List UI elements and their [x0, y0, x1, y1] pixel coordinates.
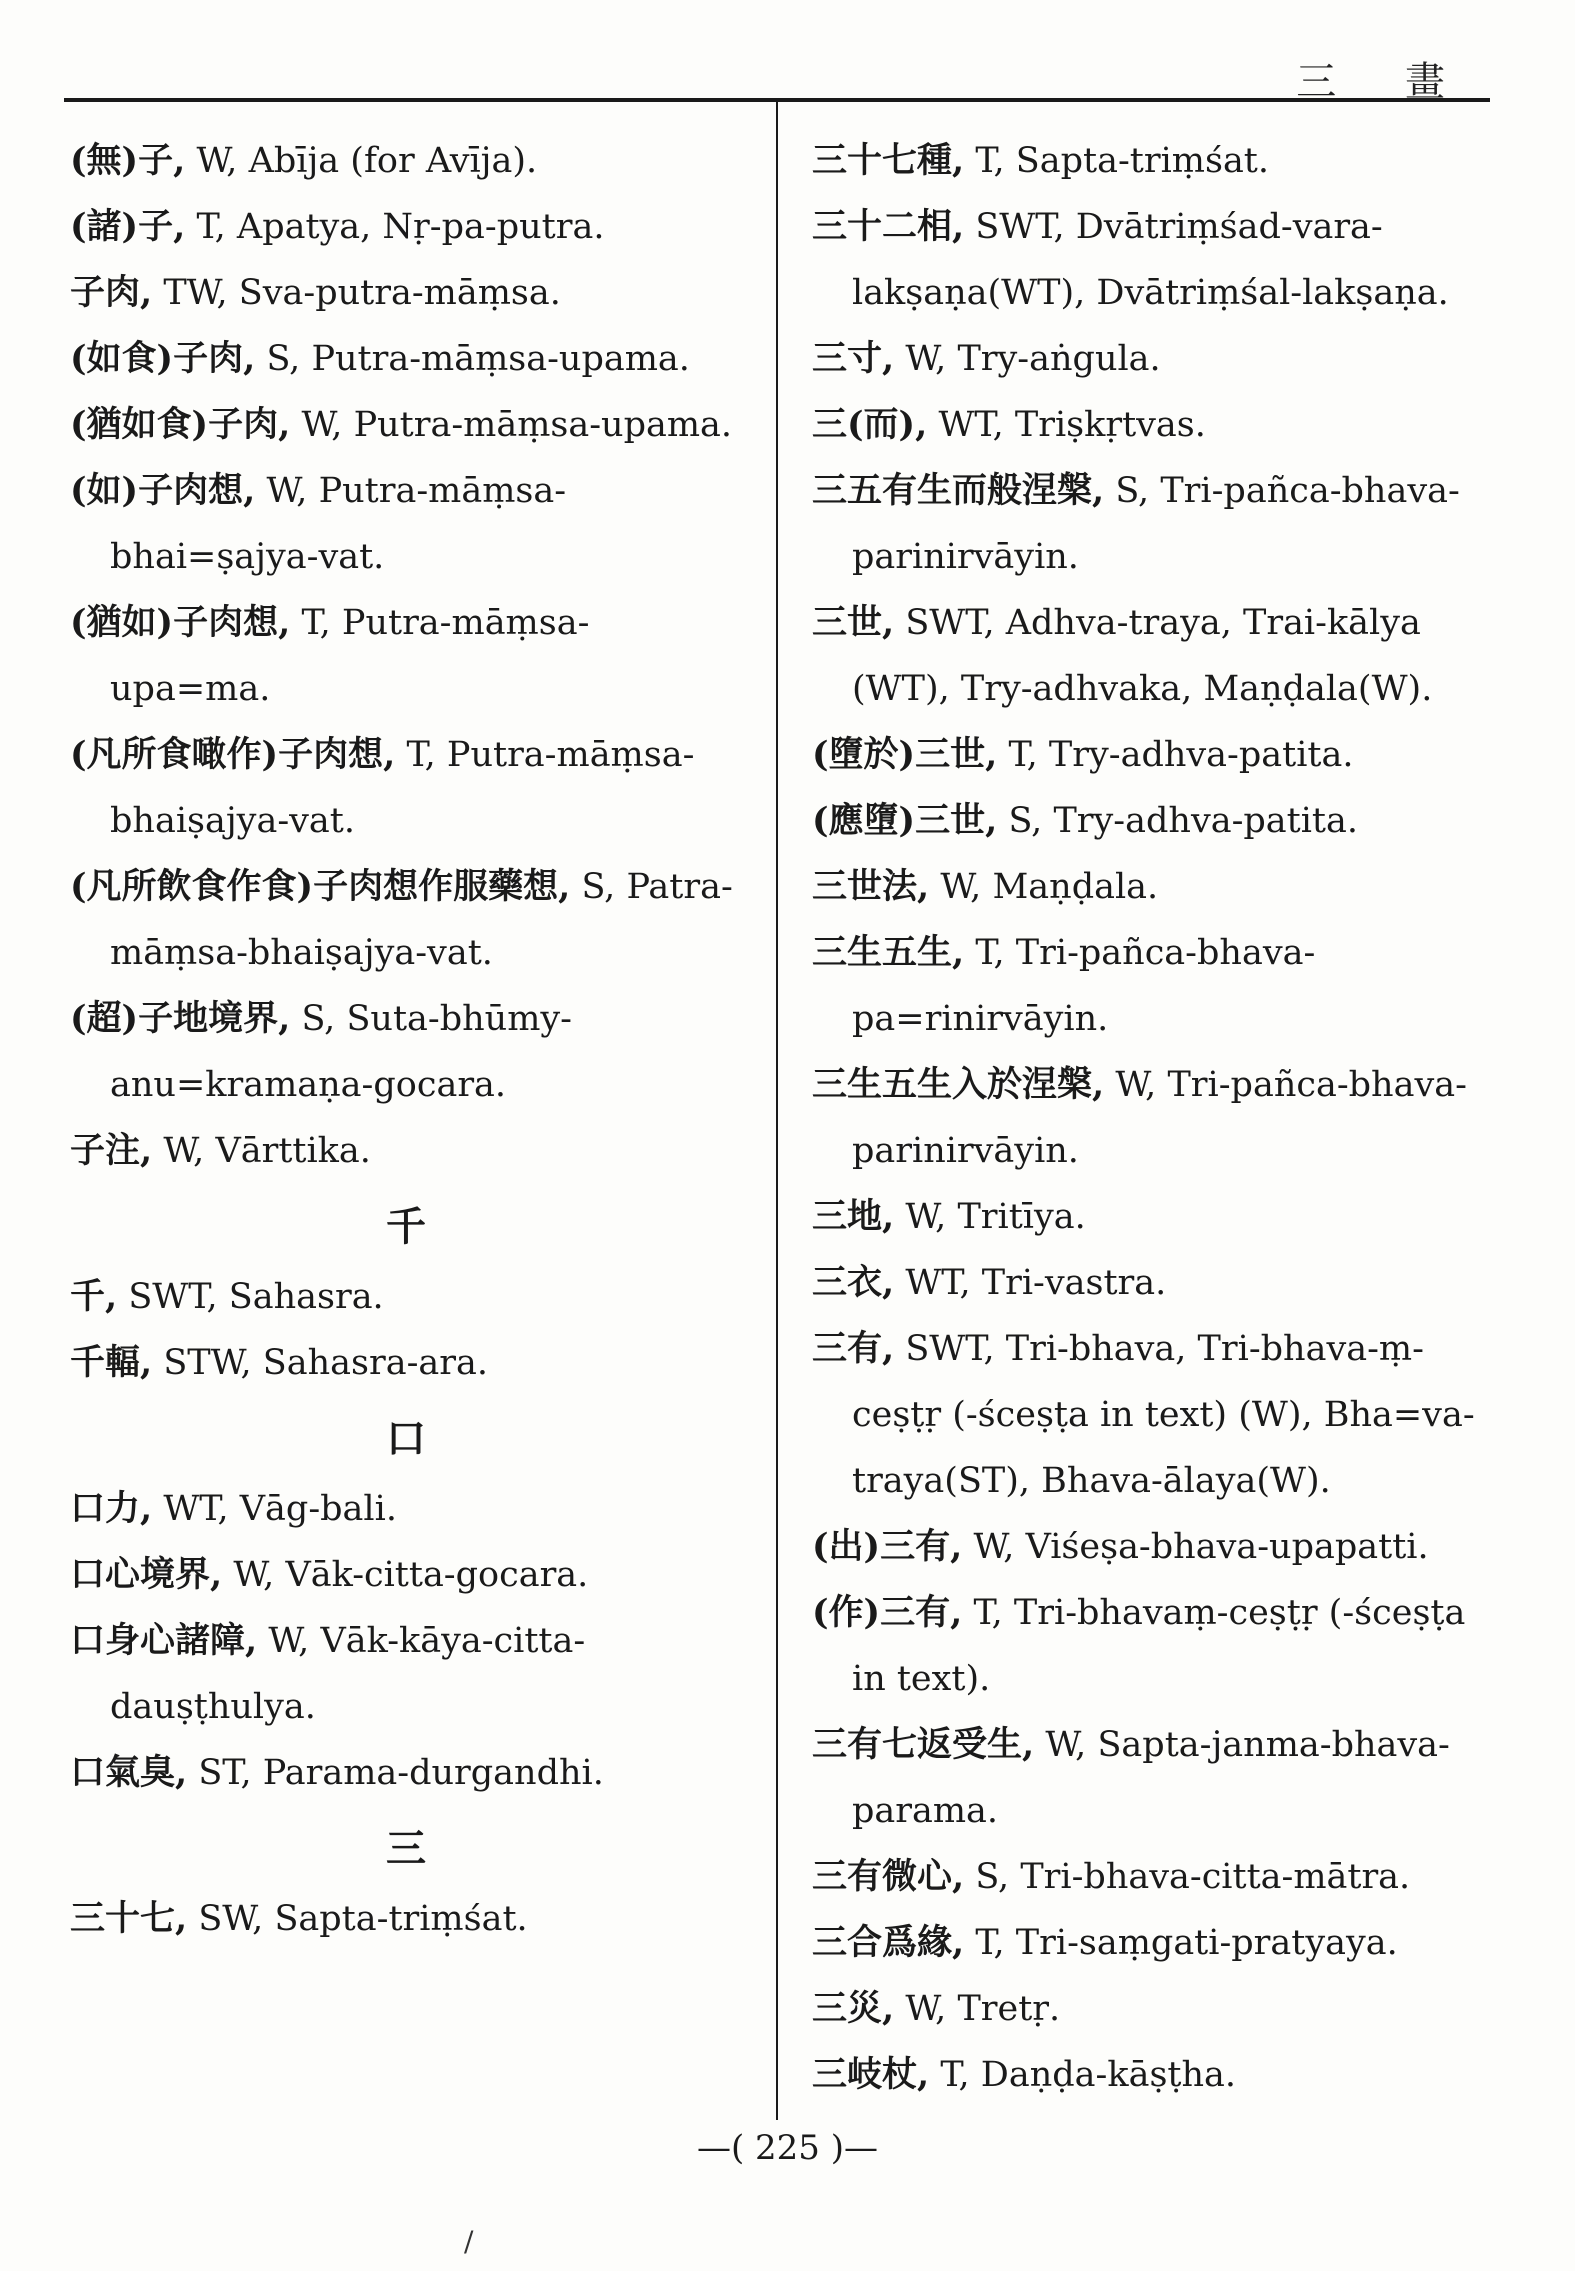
dictionary-entry: [812, 1514, 1492, 1580]
entry-sanskrit: Putra-māṃsa-bhai=ṣajya-vat.: [110, 471, 567, 577]
entry-headword: 三衣,: [812, 1262, 895, 1303]
entry-source: W,: [233, 1555, 275, 1595]
entry-source: W,: [266, 471, 308, 511]
entry-source: SWT,: [128, 1277, 218, 1317]
entry-sanskrit: Sapta-triṃśat.: [1015, 141, 1269, 181]
entry-source: S,: [581, 867, 616, 907]
dictionary-entry: [812, 326, 1492, 392]
dictionary-entry: [70, 326, 742, 392]
section-heading: 千: [386, 1203, 426, 1250]
dictionary-entry: [70, 854, 742, 986]
dictionary-entry: [70, 1330, 742, 1396]
entry-headword: 子肉,: [70, 272, 153, 313]
dictionary-entry: [70, 392, 742, 458]
dictionary-entry: [812, 1910, 1492, 1976]
entry-source: W,: [268, 1621, 310, 1661]
dictionary-entry: [70, 194, 742, 260]
entry-headword: (無)子,: [70, 140, 186, 181]
entry-sanskrit: Triṣkṛtvas.: [1014, 405, 1206, 445]
entry-source: W,: [940, 867, 982, 907]
entry-sanskrit: Adhva-traya, Trai-kālya (WT), Try-adhvaka, Maṇḍala(W).: [852, 603, 1433, 709]
entry-headword: 口身心諸障,: [70, 1620, 258, 1661]
entry-headword: 三十二相,: [812, 206, 965, 247]
section-heading: 三: [386, 1825, 426, 1872]
dictionary-entry: [70, 1476, 742, 1542]
entry-sanskrit: Tri-bhava-citta-mātra.: [1020, 1857, 1411, 1897]
entry-sanskrit: Tritīya.: [957, 1197, 1086, 1237]
dictionary-entry: [70, 722, 742, 854]
dictionary-entry: [812, 920, 1492, 1052]
entry-headword: 三十七,: [70, 1898, 188, 1939]
entry-headword: (諸)子,: [70, 206, 186, 247]
entry-headword: (如食)子肉,: [70, 338, 256, 379]
entry-source: S,: [301, 999, 336, 1039]
dictionary-entry: [70, 986, 742, 1118]
entry-headword: (凡所食噉作)子肉想,: [70, 734, 396, 775]
entry-source: T,: [1008, 735, 1038, 775]
entry-source: W,: [163, 1131, 205, 1171]
entry-source: ST,: [198, 1753, 252, 1793]
entry-sanskrit: Maṇḍala.: [992, 867, 1159, 907]
entry-source: T,: [975, 141, 1005, 181]
dictionary-entry: [812, 1052, 1492, 1184]
entry-sanskrit: Vāk-kāya-citta-dauṣṭhulya.: [110, 1621, 586, 1727]
entry-sanskrit: Putra-māṃsa-upama.: [311, 339, 690, 379]
entry-headword: (作)三有,: [812, 1592, 963, 1633]
entry-sanskrit: Patra-māṃsa-bhaiṣajya-vat.: [110, 867, 733, 973]
dictionary-entry: [812, 392, 1492, 458]
entry-headword: 三生五生入於涅槃,: [812, 1064, 1105, 1105]
dictionary-entry: [70, 458, 742, 590]
dictionary-entry: [70, 128, 742, 194]
entry-sanskrit: Try-adhva-patita.: [1053, 801, 1358, 841]
entry-source: W,: [905, 1989, 947, 2029]
entry-headword: (應墮)三世,: [812, 800, 998, 841]
entry-source: T,: [196, 207, 226, 247]
stray-mark: /: [464, 2225, 474, 2258]
entry-headword: 三災,: [812, 1988, 895, 2029]
entry-sanskrit: Tretṛ.: [957, 1989, 1061, 2029]
entry-source: TW,: [163, 273, 228, 313]
entry-source: W,: [973, 1527, 1015, 1567]
dictionary-entry: [70, 1886, 742, 1952]
entry-headword: 三十七種,: [812, 140, 965, 181]
entry-headword: (墮於)三世,: [812, 734, 998, 775]
entry-headword: (超)子地境界,: [70, 998, 291, 1039]
entry-sanskrit: Vāg-bali.: [239, 1489, 397, 1529]
dictionary-entry: [812, 1580, 1492, 1712]
column-divider: [776, 102, 778, 2120]
dictionary-entry: [812, 1316, 1492, 1514]
entry-sanskrit: Daṇḍa-kāṣṭha.: [980, 2055, 1236, 2095]
dictionary-entry: [812, 590, 1492, 722]
entry-headword: 三世法,: [812, 866, 930, 907]
entry-sanskrit: Tri-pañca-bhava-pa=rinirvāyin.: [852, 933, 1316, 1039]
entry-headword: 三生五生,: [812, 932, 965, 973]
entry-headword: (猶如食)子肉,: [70, 404, 291, 445]
right-column: [812, 128, 1492, 2108]
dictionary-entry: [812, 1844, 1492, 1910]
entry-sanskrit: Try-adhva-patita.: [1048, 735, 1354, 775]
entry-sanskrit: Parama-durgandhi.: [262, 1753, 604, 1793]
entry-headword: 三寸,: [812, 338, 895, 379]
entry-headword: (猶如)子肉想,: [70, 602, 291, 643]
section-heading: 口: [386, 1415, 426, 1462]
entry-source: W,: [1115, 1065, 1157, 1105]
dictionary-entry: [812, 1250, 1492, 1316]
entry-headword: (凡所飲食作食)子肉想作服藥想,: [70, 866, 571, 907]
entry-headword: 三合爲緣,: [812, 1922, 965, 1963]
page-number: —( 225 )—: [696, 2128, 879, 2168]
dictionary-entry: [812, 458, 1492, 590]
entry-source: S,: [1115, 471, 1150, 511]
entry-sanskrit: Suta-bhūmy-anu=kramaṇa-gocara.: [110, 999, 573, 1105]
dictionary-entry: [70, 1542, 742, 1608]
dictionary-entry: [812, 788, 1492, 854]
entry-sanskrit: Vārttika.: [215, 1131, 371, 1171]
entry-headword: 三世,: [812, 602, 895, 643]
entry-headword: 口力,: [70, 1488, 153, 1529]
entry-headword: 口心境界,: [70, 1554, 223, 1595]
dictionary-entry: [812, 854, 1492, 920]
dictionary-entry: [70, 1118, 742, 1184]
entry-source: S,: [266, 339, 301, 379]
entry-sanskrit: Tri-pañca-bhava-parinirvāyin.: [852, 1065, 1467, 1171]
entry-source: WT,: [905, 1263, 971, 1303]
entry-source: T,: [975, 933, 1005, 973]
dictionary-entry: [70, 1608, 742, 1740]
entry-source: W,: [905, 339, 947, 379]
entry-source: T,: [301, 603, 331, 643]
entry-source: STW,: [163, 1343, 252, 1383]
entry-source: T,: [406, 735, 436, 775]
entry-source: SW,: [198, 1899, 264, 1939]
dictionary-entry: [812, 1712, 1492, 1844]
entry-source: W,: [301, 405, 343, 445]
entry-headword: 三地,: [812, 1196, 895, 1237]
entry-headword: 口氣臭,: [70, 1752, 188, 1793]
entry-headword: 三有,: [812, 1328, 895, 1369]
dictionary-entry: [70, 1264, 742, 1330]
entry-source: T,: [973, 1593, 1003, 1633]
entry-source: SWT,: [905, 1329, 995, 1369]
page-title: 三 畫: [1296, 59, 1473, 105]
entry-sanskrit: Sapta-triṃśat.: [274, 1899, 528, 1939]
entry-sanskrit: Sapta-janma-bhava-parama.: [852, 1725, 1450, 1831]
entry-sanskrit: Sva-putra-māṃsa.: [238, 273, 561, 313]
dictionary-entry: [812, 1184, 1492, 1250]
entry-sanskrit: Apatya, Nṛ-pa-putra.: [236, 207, 605, 247]
dictionary-entry: [812, 194, 1492, 326]
entry-headword: 千,: [70, 1276, 118, 1317]
entry-source: S,: [975, 1857, 1010, 1897]
dictionary-entry: [812, 722, 1492, 788]
entry-source: W,: [1045, 1725, 1087, 1765]
left-column: [70, 128, 742, 1952]
entry-headword: 三(而),: [812, 404, 928, 445]
dictionary-entry: [70, 1740, 742, 1806]
entry-sanskrit: Tri-pañca-bhava-parinirvāyin.: [852, 471, 1460, 577]
entry-headword: 三有微心,: [812, 1856, 965, 1897]
entry-source: S,: [1008, 801, 1043, 841]
entry-headword: 三五有生而般涅槃,: [812, 470, 1105, 511]
entry-sanskrit: Try-aṅgula.: [957, 339, 1161, 379]
entry-sanskrit: Viśeṣa-bhava-upapatti.: [1025, 1527, 1429, 1567]
entry-sanskrit: Abīja (for Avīja).: [248, 141, 538, 181]
entry-sanskrit: Putra-māṃsa-upa=ma.: [110, 603, 590, 709]
dictionary-entry: [812, 128, 1492, 194]
entry-sanskrit: Tri-saṃgati-pratyaya.: [1015, 1923, 1398, 1963]
entry-headword: 三岐杖,: [812, 2054, 930, 2095]
entry-source: WT,: [163, 1489, 229, 1529]
entry-headword: (如)子肉想,: [70, 470, 256, 511]
entry-headword: 子注,: [70, 1130, 153, 1171]
entry-sanskrit: Sahasra.: [228, 1277, 384, 1317]
entry-source: SWT,: [975, 207, 1065, 247]
entry-sanskrit: Dvātriṃśad-vara-lakṣaṇa(WT), Dvātriṃśal-lakṣaṇa.: [852, 207, 1449, 313]
entry-source: W,: [196, 141, 238, 181]
dictionary-entry: [812, 1976, 1492, 2042]
entry-sanskrit: Putra-māṃsa-bhaiṣajya-vat.: [110, 735, 695, 841]
dictionary-entry: [812, 2042, 1492, 2108]
entry-sanskrit: Tri-bhava, Tri-bhava-ṃ-ceṣṭṛ (-śceṣṭa in text) (W), Bha=va-traya(ST), Bhava-ālaya(W).: [852, 1329, 1475, 1501]
entry-source: T,: [940, 2055, 970, 2095]
dictionary-entry: [70, 260, 742, 326]
entry-sanskrit: Tri-vastra.: [981, 1263, 1167, 1303]
entry-source: WT,: [938, 405, 1004, 445]
entry-sanskrit: Putra-māṃsa-upama.: [353, 405, 733, 445]
entry-headword: 三有七返受生,: [812, 1724, 1035, 1765]
entry-sanskrit: Tri-bhavaṃ-ceṣṭṛ (-śceṣṭa in text).: [852, 1593, 1466, 1699]
entry-headword: (出)三有,: [812, 1526, 963, 1567]
entry-source: W,: [905, 1197, 947, 1237]
entry-source: T,: [975, 1923, 1005, 1963]
dictionary-entry: [70, 590, 742, 722]
entry-sanskrit: Vāk-citta-gocara.: [285, 1555, 589, 1595]
entry-headword: 千輻,: [70, 1342, 153, 1383]
entry-source: SWT,: [905, 603, 995, 643]
entry-sanskrit: Sahasra-ara.: [262, 1343, 489, 1383]
